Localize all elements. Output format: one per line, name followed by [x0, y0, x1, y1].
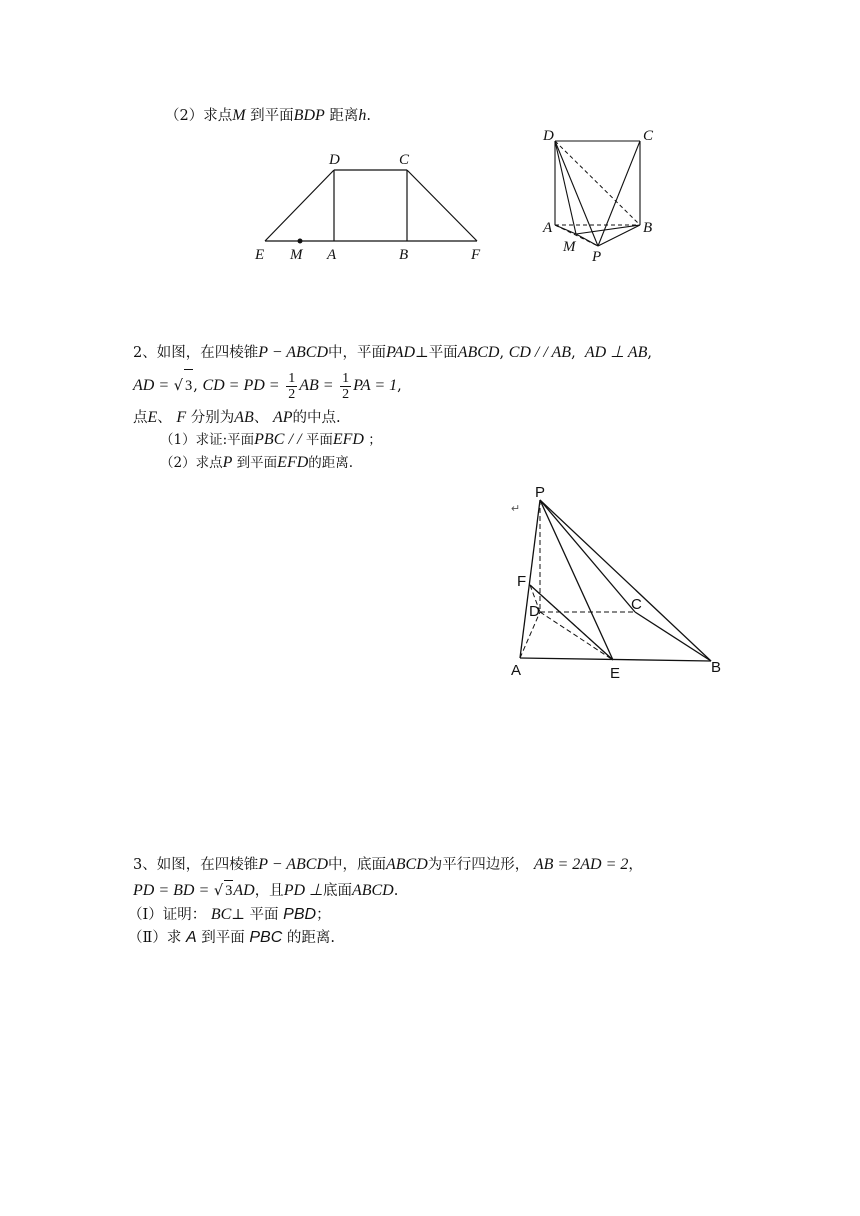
problem1-part2: （2）求点M 到平面BDP 距离h. — [165, 107, 371, 124]
problem3-line2: PD = BD = √ 3AD，且PD ⊥底面ABCD. — [133, 882, 399, 899]
edge-dp — [555, 141, 598, 246]
label-d: D — [329, 152, 340, 168]
label-e: E — [255, 247, 265, 263]
problem3-question2: （Ⅱ）求 A 到平面 PBC 的距离. — [128, 929, 335, 946]
point-m-dot — [298, 239, 303, 244]
problem2-question1: （1）求证:平面PBC / / 平面EFD ； — [160, 431, 382, 448]
problem2-line2: AD = √ 3, CD = PD = $\frac{1}{2}$ AB = $\frac{1}{2}$ PA = 1, — [133, 370, 402, 402]
edge-ab — [520, 658, 711, 661]
pyr-label-f: F — [517, 573, 527, 590]
paragraph-mark: ↵ — [511, 503, 521, 515]
label-a: A — [327, 247, 337, 263]
trapezoid-figure — [265, 170, 477, 241]
edge-cb — [635, 612, 711, 661]
solid1-label-d: D — [543, 128, 554, 144]
hidden-edge-db — [555, 141, 640, 225]
solid1-label-a: A — [543, 220, 553, 236]
pyr-label-d: D — [529, 603, 540, 620]
sqrt-sign-3: √ — [213, 883, 224, 899]
pyr-label-p: P — [535, 484, 546, 501]
label-f: F — [471, 247, 481, 263]
edge-pb — [540, 500, 711, 661]
solid-figure-1 — [555, 141, 640, 246]
problem3-question1: （Ⅰ）证明： BC⊥ 平面 PBD； — [128, 906, 331, 923]
pyr-label-c: C — [631, 596, 642, 613]
edge-dm — [555, 141, 576, 234]
pyr-label-e: E — [610, 665, 621, 682]
label-m: M — [290, 247, 303, 263]
pyr-label-a: A — [511, 662, 522, 679]
pyr-label-b: B — [711, 659, 722, 676]
label-c: C — [399, 152, 410, 168]
edge-pc — [540, 500, 635, 612]
solid1-label-c: C — [643, 128, 654, 144]
problem3-line1: 3、如图，在四棱锥P − ABCD中，底面ABCD为平行四边形， AB = 2AD = 2， — [133, 856, 643, 873]
trapezoid-edge-cf — [407, 170, 477, 241]
solid1-label-m: M — [563, 239, 576, 255]
solid1-label-p: P — [592, 249, 602, 265]
problem2-line3: 点E、 F 分别为AB、 AP的中点. — [133, 409, 341, 426]
pyramid-figure-2 — [520, 500, 711, 661]
label-b: B — [399, 247, 409, 263]
problem2-line1: 2、如图，在四棱锥P − ABCD中，平面PAD⊥平面ABCD, CD / / AB, AD ⊥ AB, — [133, 344, 653, 361]
solid1-label-b: B — [643, 220, 653, 236]
fraction-half-2: $\frac{1}{2}$ — [342, 370, 350, 402]
sqrt-sign: √ — [173, 378, 183, 394]
problem2-question2: （2）求点P 到平面EFD的距离. — [160, 454, 354, 471]
trapezoid-edge-ed — [265, 170, 334, 241]
fraction-half-1: $\frac{1}{2}$ — [288, 370, 296, 402]
